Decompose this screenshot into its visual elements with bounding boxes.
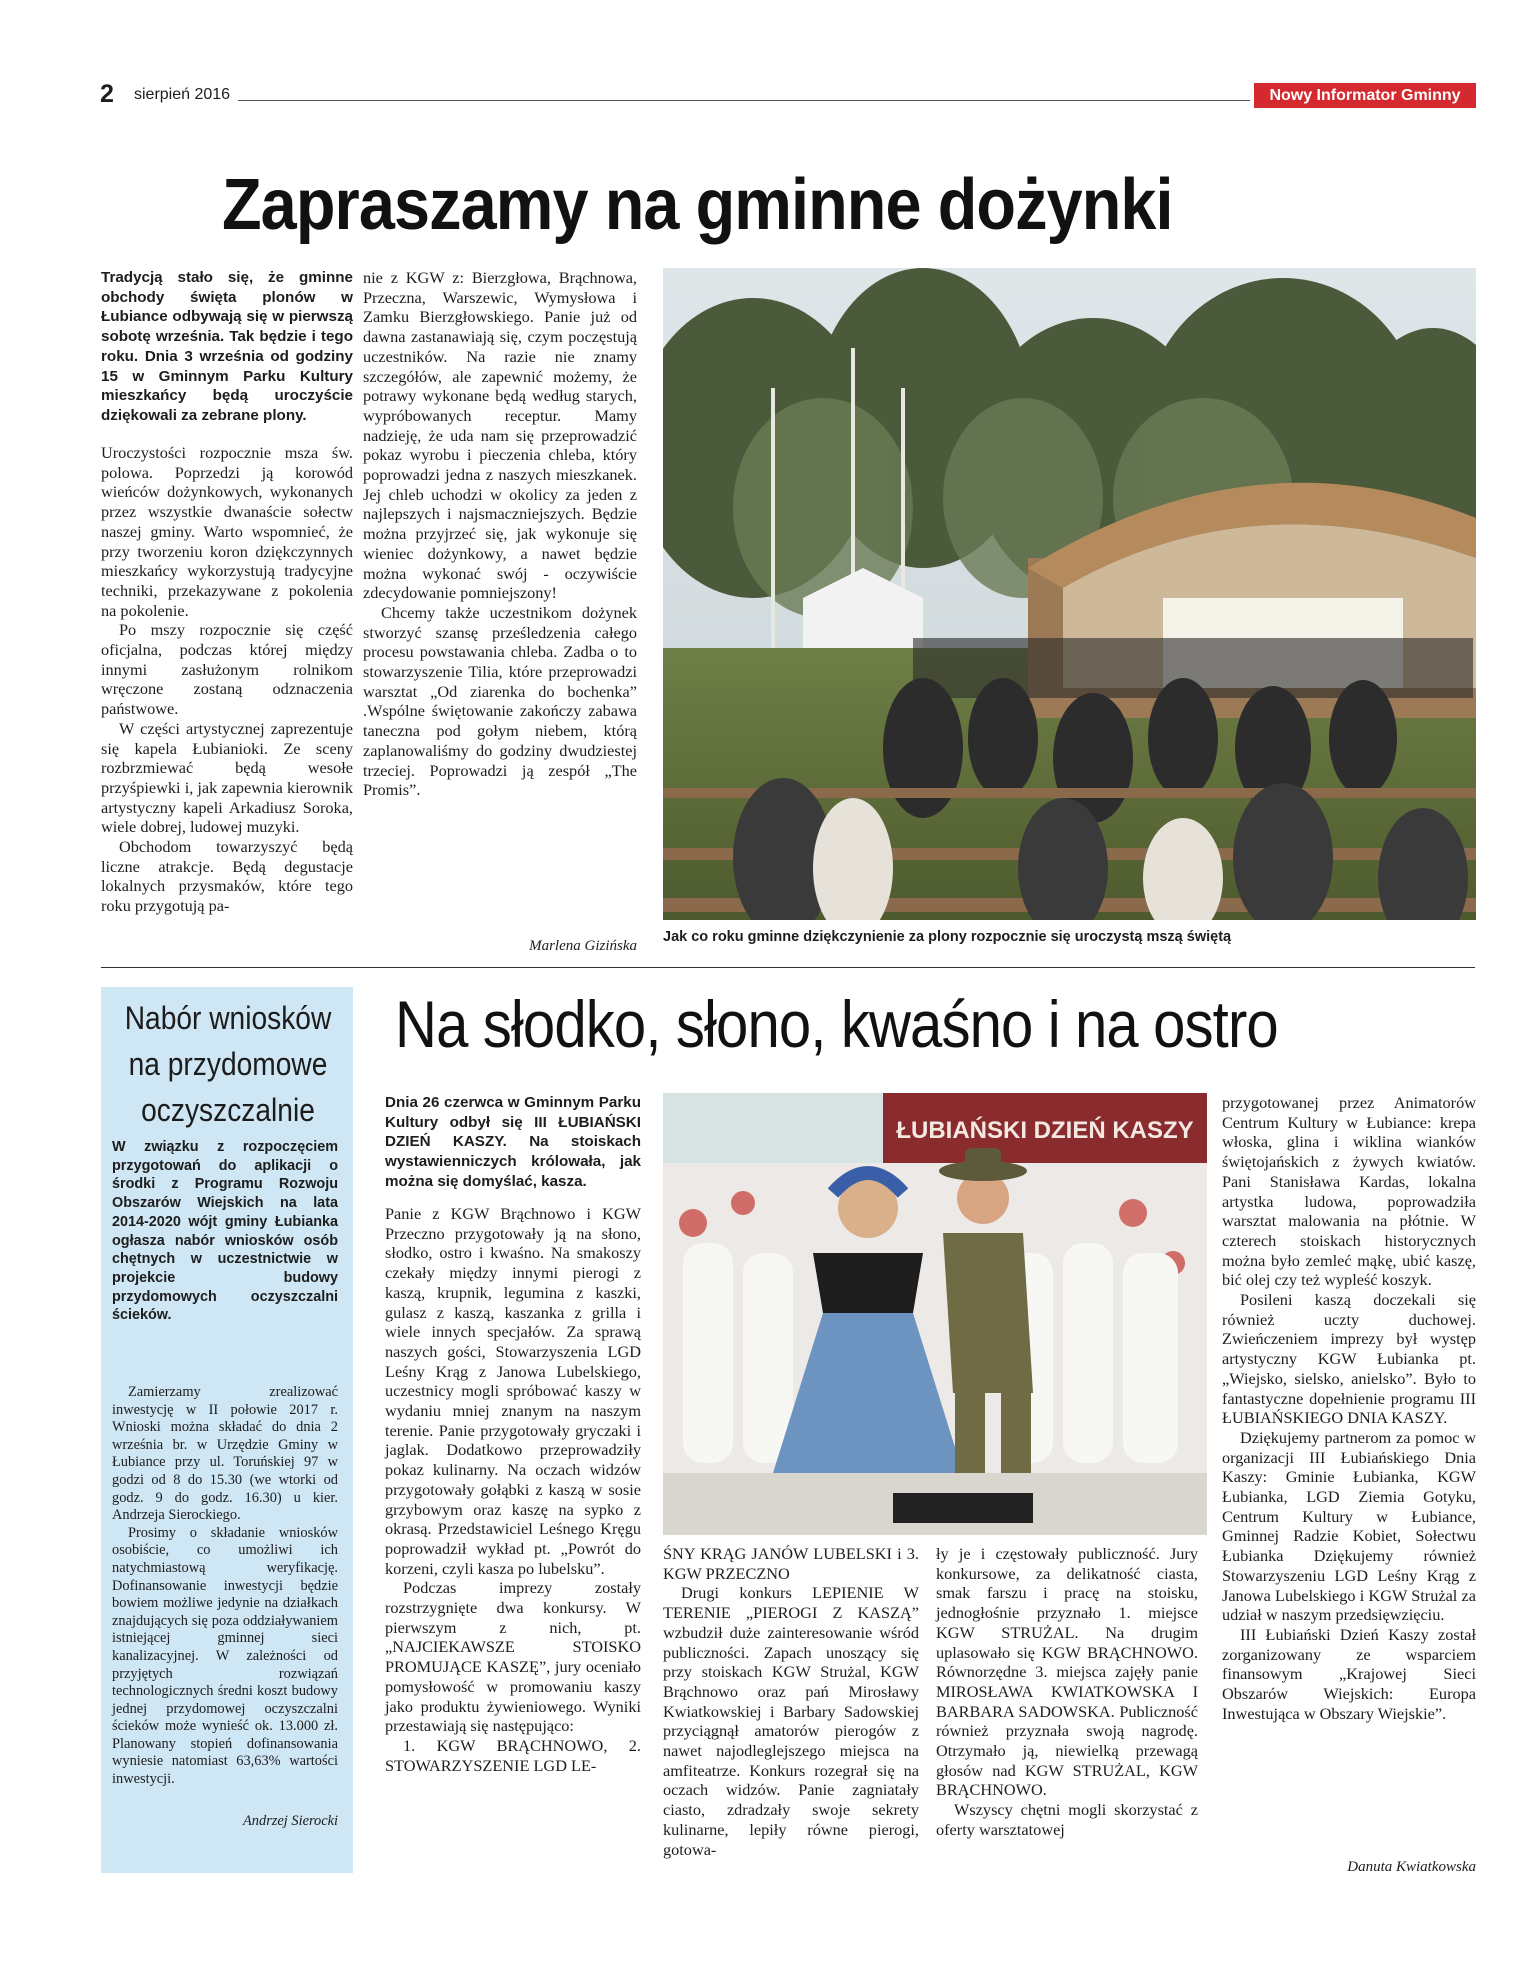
article2-column-2 [663,1544,919,1859]
article2-column-1 [385,1204,641,1775]
paragraph: Zamierzamy zrealizować inwestycję w II połowie 2017 r. Wnioski można składać do dnia 2 września br. w Urzędzie Gminy w Łubiance przy ul. Toruńskiej 97 w godzi od 8 do 15.30 (we wtorki od godz. 9 do godz. 16.30) u kier. Andrzeja Sierockiego. [112,1384,338,1524]
paragraph: Dziękujemy partnerom za pomoc w organizacji III Łubiańskiego Dnia Kaszy: Gminie Łubianka, KGW Łubianka, LGD Ziemia Gotyku, Centrum Kultury w Łubiance, Gminnej Radzie Kobiet, Sołectwu Łubianka Dziękujemy również Stowarzyszeniu LGD Leśny Krąg z Janowa Lubelskiego i KGW Strużal za udział w naszym przedsięwzięciu. [1222,1427,1476,1625]
article2-signature: Danuta Kwiatkowska [1347,1859,1476,1875]
sidebar-headline: Nabór wniosków na przydomowe oczyszczalnie [124,1000,332,1128]
photo-caption-mass: Jak co roku gminne dziękczynienie za plony rozpocznie się uroczystą mszą świętą [663,929,1232,945]
paragraph: nie z KGW z: Bierzgłowa, Brąchnowa, Przeczna, Warszewic, Wymysłowa i Zamku Bierzgłowskiego. Panie już od dawna zastanawiają się, czym poczęstują uczestników. Na razie nie znamy szczegółów, ale zapewnić możemy, że potrawy wykonane będą według starych, wypróbowanych receptur. Mamy nadzieję, że uda nam się przeprowadzić pokaz wyrobu i pieczenia chleba, który poprowadzi jedna z naszych mieszkanek. Jej chleb uchodzi w okolicy za jeden z najlepszych i najsmaczniejszych. Będzie można przyjrzeć się, jak wykonuje się wieniec dożynkowy, a nawet będzie można wykonać swój - oczywiście zdecydowanie pomniejszony! [363,268,637,603]
sidebar-body [112,1384,338,1789]
issue-date: sierpień 2016 [134,86,231,103]
article2-column-4 [1222,1093,1476,1724]
sidebar-lead: W związku z rozpoczęciem przygotowań do aplikacji o środki z Programu Rozwoju Obszarów Wiejskich na lata 2014-2020 wójt gminy Łubianka ogłasza nabór wniosków osób chętnych w uczestnictwie w projekcie budowy przydomowych oczyszczalni ścieków. [112,1139,338,1324]
paragraph: 1. KGW BRĄCHNOWO, 2. STOWARZYSZENIE LGD LE- [385,1735,641,1775]
photo-field-mass-amphitheatre [663,268,1476,920]
paragraph: Prosimy o składanie wniosków osobiście, co umożliwi ich natychmiastową weryfikację. Dofinansowanie inwestycji będzie bowiem możliwe jedynie na działkach znajdujących się poza oddziaływaniem istniejącej gminnej sieci kanalizacyjnej. W zależności od przyjętych rozwiązań technologicznych średni koszt budowy jednej przydomowej oczyszczalni ścieków może wynieść ok. 13.000 zł. Planowany stopień dofinansowania wyniesie natomiast 63,63% wartości inwestycji. [112,1524,338,1788]
paragraph: ŚNY KRĄG JANÓW LUBELSKI i 3. KGW PRZECZNO [663,1544,919,1583]
newspaper-name-badge: Nowy Informator Gminny [1254,83,1476,108]
article2-lead: Dnia 26 czerwca w Gminnym Parku Kultury odbył się III ŁUBIAŃSKI DZIEŃ KASZY. Na stoiskach wystawienniczych królowała, jak można się domyślać, kasza. [385,1094,641,1190]
paragraph: przygotowanej przez Animatorów Centrum Kultury w Łubiance: krepa włoska, glina i wiklina wianków świętojańskich z żywych kwiatów. Pani Stanisława Kardas, lokalna artystka ludowa, poprowadziła warsztat malowania na płótnie. W czterech stoiskach historycznych można było zemleć mąkę, ubić kaszę, bić olej czy też wypleść koszyk. [1222,1093,1476,1290]
paragraph: III Łubiański Dzień Kaszy został zorganizowany ze wsparciem finansowym „Krajowej Sieci Obszarów Wiejskich: Europa Inwestująca w Obszary Wiejskie”. [1222,1624,1476,1723]
paragraph: Posileni kaszą doczekali się również uczty duchowej. Zwieńczeniem imprezy był występ artystyczny KGW Łubianka pt. „Wiejsko, sielsko, anielsko”. Było to fantastyczne dopełnienie programu III ŁUBIAŃSKIEGO DNIA KASZY. [1222,1290,1476,1428]
paragraph: Panie z KGW Brąchnowo i KGW Przeczno przygotowały ją na słono, słodko, ostro i kwaśno. Na smakoszy czekały między innymi pierogi z kaszą, krupnik, legumina z kaszki, gulasz z kaszą, kaszanka z grilla i wiele innych specjałów. Za sprawą naszych gości, Stowarzyszenia LGD Leśny Krąg z Janowa Lubelskiego, uczestnicy mogli spróbować kaszy w wydaniu mniej znanym na naszym terenie. Panie przygotowały gryczaki i jaglak. Dodatkowo przeprowadziły pokaz kulinarny. Na oczach widzów przygotowały gołąbki z kaszą w sosie grzybowym oraz kaszę na sypko z okrasą. Przedstawiciel Leśnego Kręgu poprowadził wykład pt. „Powrót do korzeni, czyli kasza po lubelsku”. [385,1204,641,1578]
sidebar-signature: Andrzej Sierocki [243,1813,338,1829]
photo-stage-performance [663,1093,1207,1535]
paragraph: Drugi konkurs LEPIENIE W TERENIE „PIEROGI Z KASZĄ” wzbudził duże zainteresowanie wśród publiczności. Zapach unoszący się przy stoiskach KGW Strużal, KGW Brąchnowo oraz pań Mirosławy Kwiatkowskiej i Barbary Sadowskiej przyciągnął amatorów pierogów z nawet najodleglejszego miejsca na amfiteatrze. Konkurs rozegrał się na oczach widzów. Panie zagniatały ciasto, zdradzały swoje sekrety kulinarne, lepiły równe pierogi, gotowa- [663,1583,919,1859]
paragraph: Obchodom towarzyszyć będą liczne atrakcje. Będą degustacje lokalnych przysmaków, które tego roku przygotują pa- [101,837,353,916]
banner-text: ŁUBIAŃSKI DZIEŃ KASZY [896,1117,1194,1144]
page-number: 2 [100,80,114,108]
paragraph: W części artystycznej zaprezentuje się kapela Łubianioki. Ze sceny rozbrzmiewać będą wesołe przyśpiewki i, jak zapewnia kierownik artystyczny kapeli Arkadiusz Soroka, wiele dobrej, ludowej muzyki. [101,718,353,837]
article-headline-dozynki: Zapraszamy na gminne dożynki [222,165,1173,245]
paragraph: Wszyscy chętni mogli skorzystać z oferty warsztatowej [936,1800,1198,1839]
article1-column-2 [363,268,637,800]
paragraph: Chcemy także uczestnikom dożynek stworzyć szansę prześledzenia całego procesu powstawania chleba. Zadba o to stowarzyszenie Tilia, które przeprowadzi warsztat „Od ziarenka do bochenka” .Wspólne świętowanie zakończy zabawa taneczna pod gołym niebem, którą zaplanowaliśmy do godziny dwudziestej trzeciej. Poprowadzi ją zespół „The Promis”. [363,602,637,800]
section-divider [101,967,1475,968]
article2-column-3 [936,1544,1198,1840]
article1-column-1 [101,443,353,916]
article1-lead: Tradycją stało się, że gminne obchody święta plonów w Łubiance odbywają się w pierwszą sobotę września. Tak będzie i tego roku. Dnia 3 września od godziny 15 w Gminnym Parku Kultury mieszkańcy będą uroczyście dziękowali za zebrane plony. [101,269,353,424]
paragraph: ły je i częstowały publiczność. Jury konkursowe, za delikatność ciasta, smak farszu i pracę na stoisku, jednogłośnie przyznało 1. miejsce KGW STRUŻAL. Na drugim uplasowało się KGW BRĄCHNOWO. Równorzędne 3. miejsca zajęły panie MIROSŁAWA KWIATKOWSKA I BARBARA SADOWSKA. Publiczność również przyznała swoją nagrodę. Otrzymało ją, niewielką przewagą głosów nad KGW STRUŻAL, KGW BRĄCHNOWO. [936,1544,1198,1800]
paragraph: Uroczystości rozpocznie msza św. polowa. Poprzedzi ją korowód wieńców dożynkowych, wykonanych przez wszystkie dwanaście sołectw naszej gminy. Warto wspomnieć, że przy tworzeniu koron dziękczynnych mieszkańcy wykorzystują tradycyjne techniki, przekazywane z pokolenia na pokolenie. [101,443,353,620]
article1-signature: Marlena Gizińska [529,938,637,954]
paragraph: Podczas imprezy zostały rozstrzygnięte dwa konkursy. W pierwszym z nich, pt. „NAJCIEKAWSZE STOISKO PROMUJĄCE KASZĘ”, jury oceniało pomysłowość w promowaniu kaszy jako produktu żywieniowego. Wyniki przestawiają się następująco: [385,1578,641,1736]
paragraph: Po mszy rozpocznie się część oficjalna, podczas której między innymi zasłużonym rolnikom wręczone zostaną odznaczenia państwowe. [101,620,353,719]
header-rule [238,100,1250,101]
article-headline-kasza: Na słodko, słono, kwaśno i na ostro [395,987,1278,1061]
